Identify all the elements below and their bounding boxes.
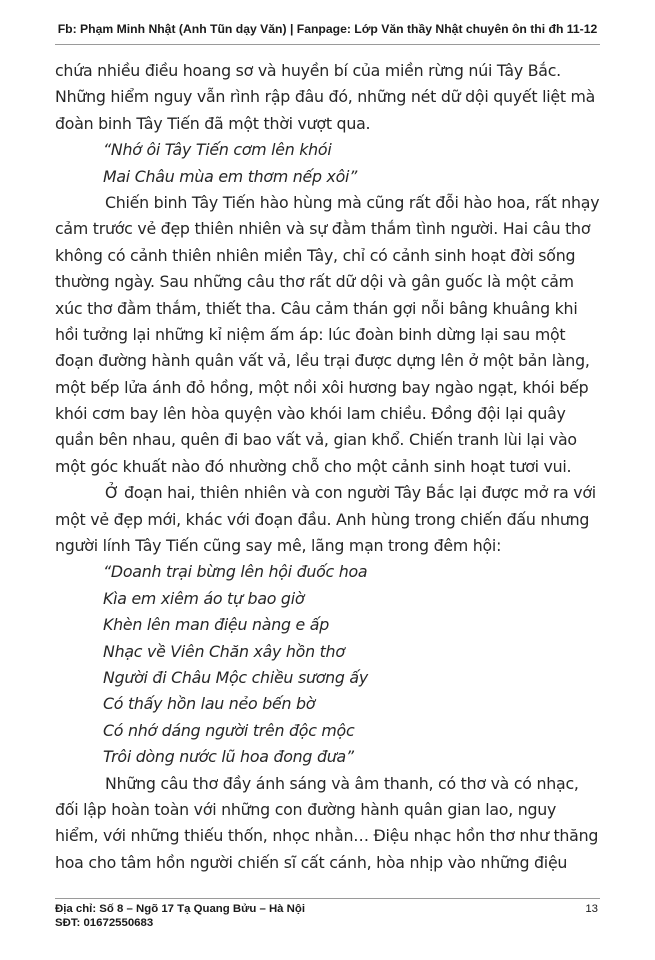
paragraph-line: chứa nhiều điều hoang sơ và huyền bí của miền rừng núi Tây Bắc.	[55, 61, 561, 80]
paragraph-line: Những câu thơ đầy ánh sáng và âm thanh, có thơ và có nhạc,	[105, 773, 579, 793]
footer-address: Địa chỉ: Số 8 – Ngõ 17 Tạ Quang Bửu – Hà Nội	[55, 903, 306, 915]
page-footer	[55, 902, 600, 930]
paragraph-line: Ở đoạn hai, thiên nhiên và con người Tây Bắc lại được mở ra với	[105, 483, 596, 503]
document-body	[55, 58, 615, 876]
poem-line: Mai Châu mùa em thơm nếp xôi”	[103, 166, 358, 186]
poem-line: “Nhớ ôi Tây Tiến cơm lên khói	[103, 140, 332, 160]
poem-line: “Doanh trại bừng lên hội đuốc hoa	[103, 562, 368, 582]
paragraph-line: cảm trước vẻ đẹp thiên nhiên và sự đằm thắm tình người. Hai câu thơ	[55, 219, 591, 239]
paragraph-line: Những hiểm nguy vẫn rình rập đâu đó, những nét dữ dội quyết liệt mà	[55, 87, 596, 107]
paragraph-line: đoạn đường hành quân vất vả, lều trại được dựng lên ở một bản làng,	[55, 351, 590, 371]
page-number: 13	[585, 903, 598, 915]
paragraph-line: một bếp lửa ánh đỏ hồng, một nồi xôi hương bay ngào ngạt, khói bếp	[55, 377, 589, 397]
paragraph-line: khói cơm bay lên hòa quyện vào khói lam chiều. Đồng đội lại quây	[55, 404, 566, 424]
paragraph-line: thường ngày. Sau những câu thơ rất dữ dội và gân guốc là một cảm	[55, 272, 574, 292]
paragraph-line: xúc thơ đằm thắm, thiết tha. Câu cảm thán gợi nỗi bâng khuâng khi	[55, 298, 578, 318]
poem-line: Có nhớ dáng người trên độc mộc	[103, 720, 355, 740]
header-text: Fb: Phạm Minh Nhật (Anh Tũn dạy Văn) | Fanpage: Lớp Văn thầy Nhật chuyên ôn thi đh 11-12	[57, 22, 598, 36]
paragraph-line: người lính Tây Tiến cũng say mê, lãng mạn trong đêm hội:	[55, 536, 502, 556]
poem-line: Khèn lên man điệu nàng e ấp	[103, 615, 329, 635]
poem-line: Nhạc về Viên Chăn xây hồn thơ	[103, 641, 345, 661]
paragraph-line: một góc khuất nào đó nhường chỗ cho một cảnh sinh hoạt tươi vui.	[55, 456, 572, 476]
poem-line: Có thấy hồn lau nẻo bến bờ	[103, 694, 316, 714]
paragraph-line: một vẻ đẹp mới, khác với đoạn đầu. Anh hùng trong chiến đấu nhưng	[55, 509, 590, 529]
footer-phone: SĐT: 01672550683	[55, 917, 154, 929]
paragraph-line: quần bên nhau, quên đi bao vất vả, gian khổ. Chiến tranh lùi lại vào	[55, 430, 577, 450]
paragraph-line: hoa cho tâm hồn người chiến sĩ cất cánh, hòa nhịp vào những điệu	[55, 852, 568, 872]
paragraph-line: đoàn binh Tây Tiến đã một thời vượt qua.	[55, 113, 371, 133]
paragraph-line: đối lập hoàn toàn với những con đường hành quân gian lao, nguy	[55, 799, 557, 819]
header-divider	[55, 44, 600, 45]
poem-line: Người đi Châu Mộc chiều sương ấy	[103, 667, 368, 687]
footer-divider	[55, 898, 600, 899]
poem-line: Kìa em xiêm áo tự bao giờ	[103, 588, 305, 608]
paragraph-line: Chiến binh Tây Tiến hào hùng mà cũng rất đỗi hào hoa, rất nhạy	[105, 192, 600, 212]
paragraph-line: hồi tưởng lại những kỉ niệm ấm áp: lúc đoàn binh dừng lại sau một	[55, 324, 566, 344]
poem-line: Trôi dòng nước lũ hoa đong đưa”	[103, 747, 354, 767]
paragraph-line: hiểm, với những thiếu thốn, nhọc nhằn… Điệu nhạc hồn thơ như thăng	[55, 826, 599, 846]
paragraph-line: không có cảnh thiên nhiên miền Tây, chỉ có cảnh sinh hoạt đời sống	[55, 245, 576, 265]
